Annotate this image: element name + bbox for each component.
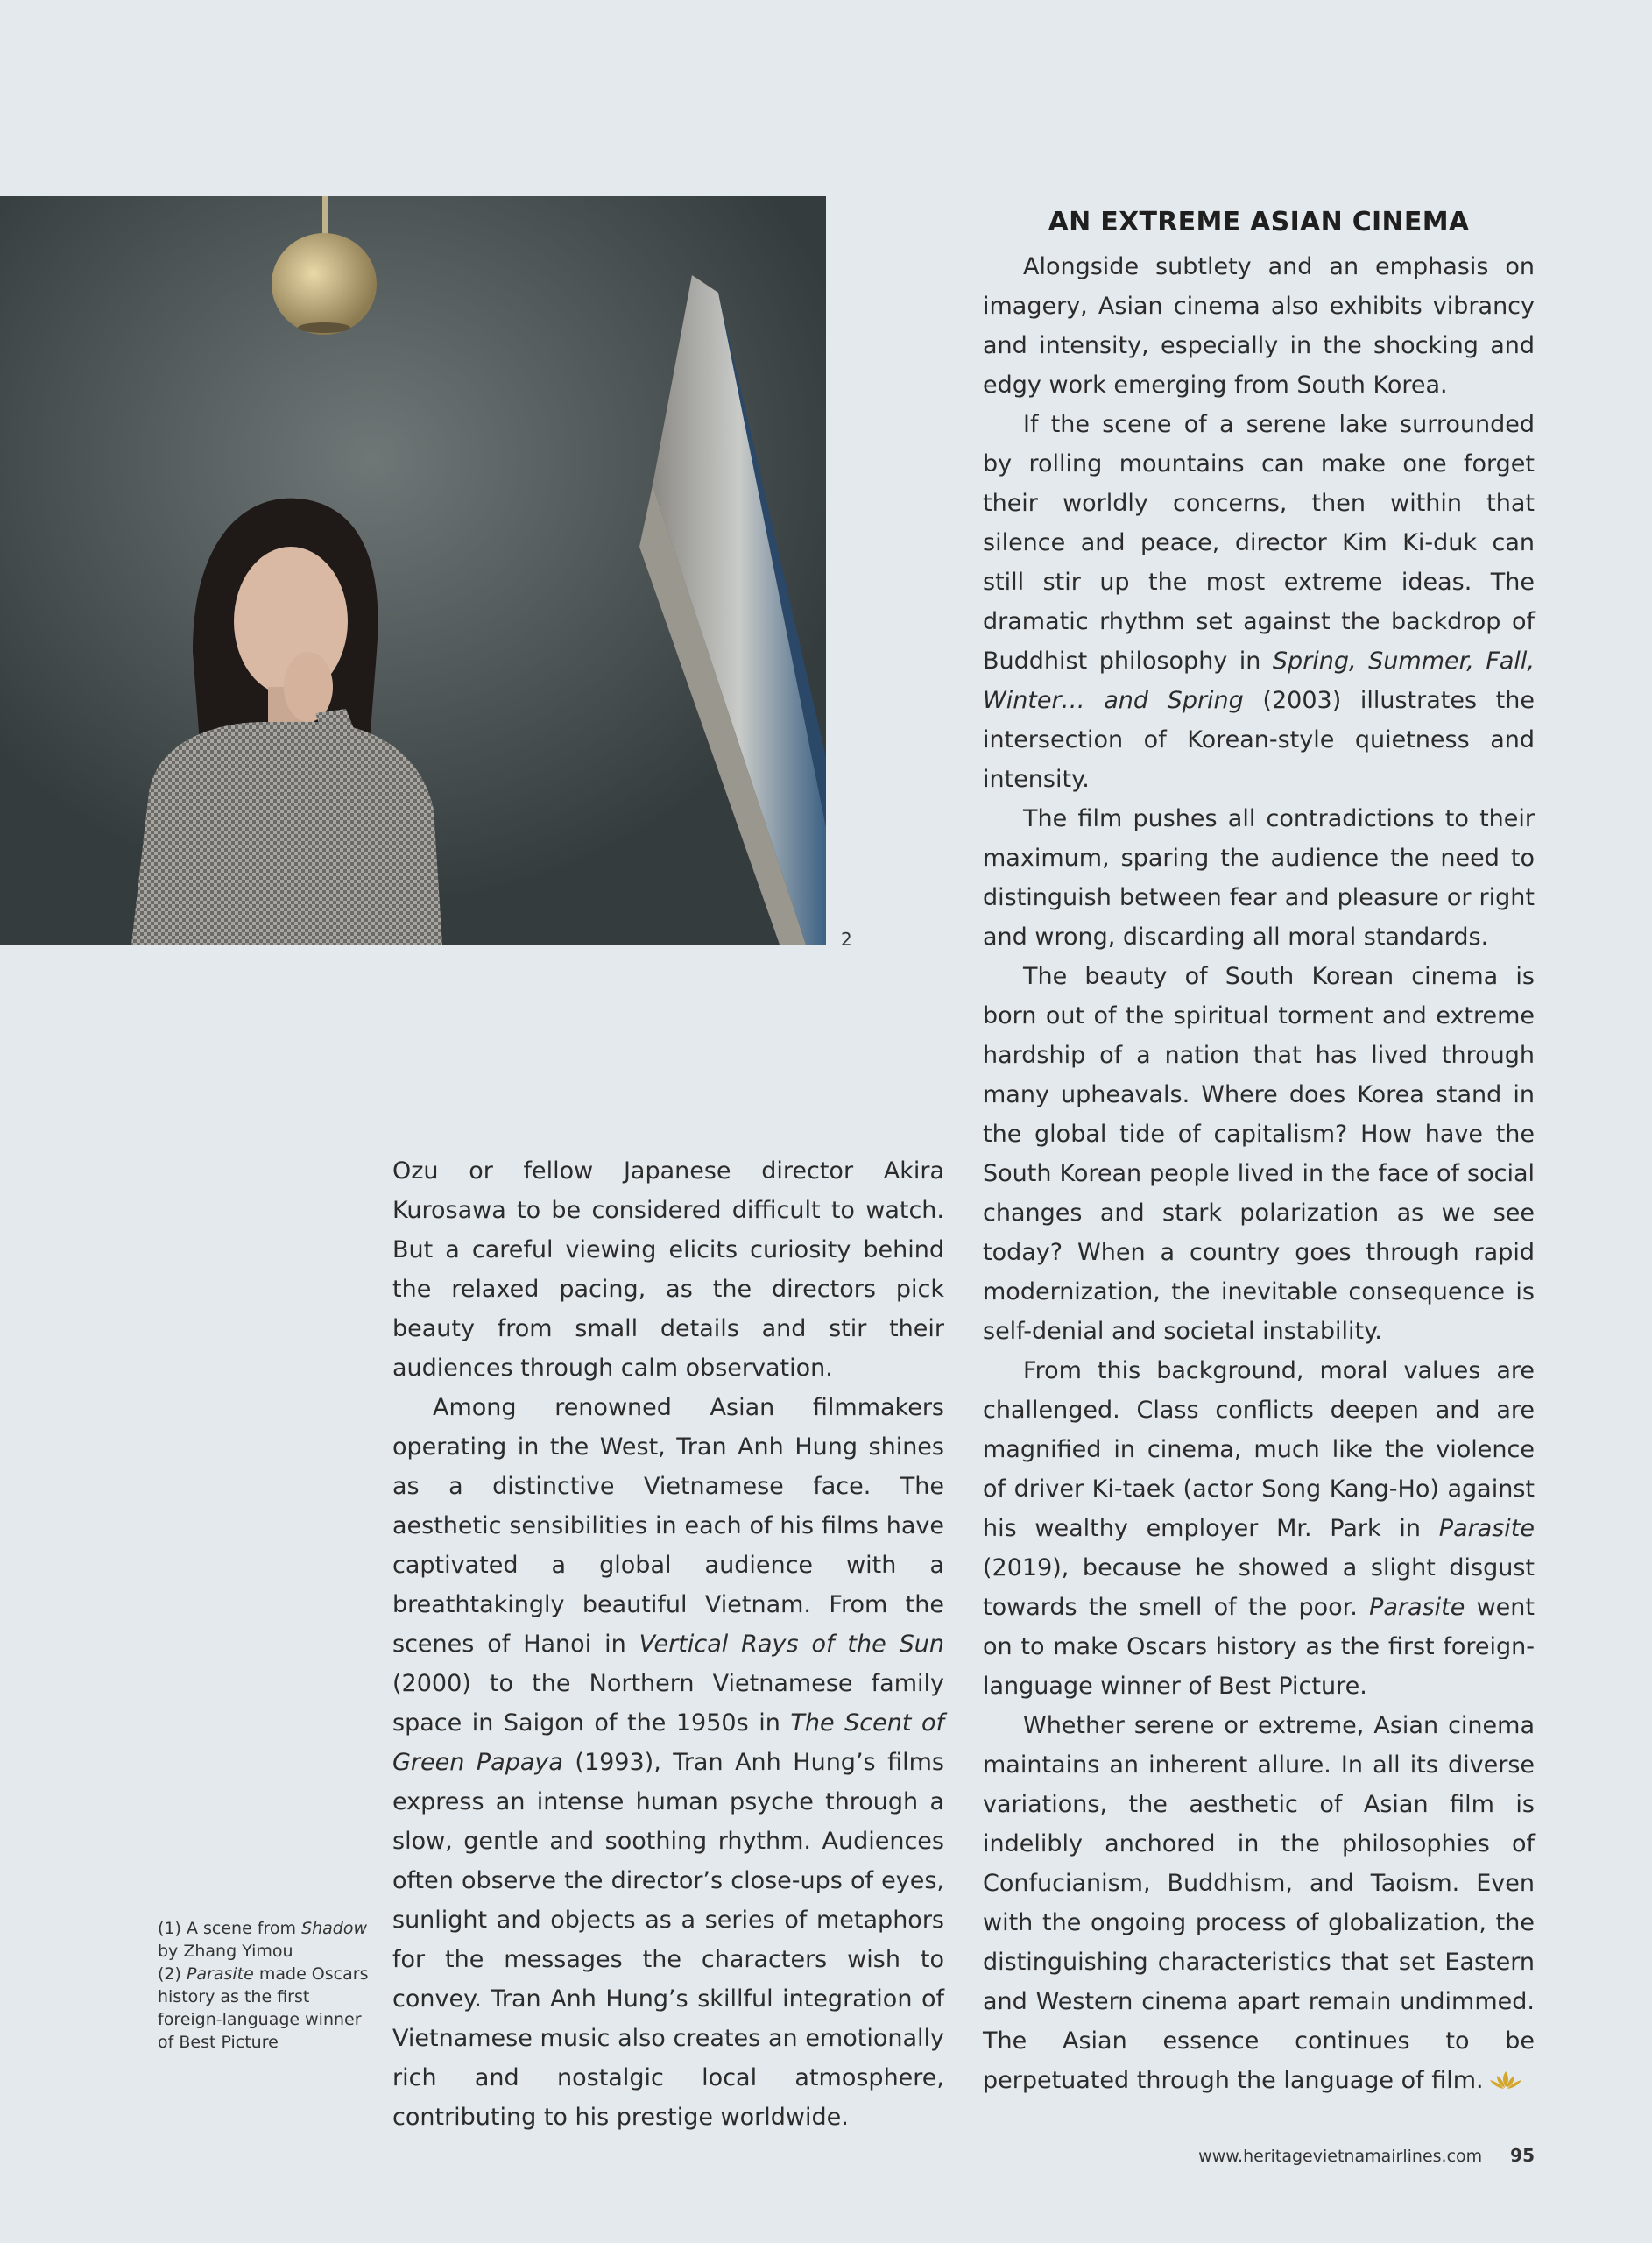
page-number: 95 bbox=[1510, 2145, 1535, 2166]
right-paragraph-6: Whether serene or extreme, Asian cinema maintains an inherent allure. In all its diverse variations, the aesthetic of Asian film is indelibly anchored in the philosophies of Confucianism, Buddhism, and Taoism. Even with the ongoing process of globalization, the distinguishing characteristics that set Eastern and Western cinema apart remain undimmed. The Asian essence continues to be perpetuated through the language of film. bbox=[983, 1712, 1535, 2094]
photo-caption bbox=[158, 1917, 377, 2054]
film-still-photo bbox=[0, 196, 826, 945]
middle-column bbox=[392, 1151, 944, 2137]
photo-number: 2 bbox=[841, 929, 852, 950]
right-column bbox=[983, 247, 1535, 2100]
caption-line-1: (1) A scene from Shadow by Zhang Yimou bbox=[158, 1919, 368, 1961]
middle-paragraph-2: Among renowned Asian filmmakers operating in the West, Tran Anh Hung shines as a distinctive Vietnamese face. The aesthetic sensibilities in each of his films have captivated a global audience with a breathtakingly beautiful Vietnam. From the scenes of Hanoi in Vertical Rays of the Sun (2000) to the Northern Vietnamese family space in Saigon of the 1950s in The Scent of Green Papaya (1993), Tran Anh Hung’s films express an intense human psyche through a slow, gentle and soothing rhythm. Audiences often observe the director’s close-ups of eyes, sunlight and objects as a series of metaphors for the messages the characters wish to convey. Tran Anh Hung’s skillful integration of Vietnamese music also creates an emotionally rich and nostalgic local atmosphere, contributing to his prestige worldwide. bbox=[392, 1394, 944, 2131]
photo-illustration bbox=[0, 196, 826, 945]
right-paragraph-2: If the scene of a serene lake surrounded by rolling mountains can make one forget their worldly concerns, then within that silence and peace, director Kim Ki-duk can still stir up the most extreme ideas. The dramatic rhythm set against the backdrop of Buddhist philosophy in Spring, Summer, Fall, Winter… and Spring (2003) illustrates the intersection of Korean-style quietness and intensity. bbox=[983, 411, 1535, 793]
right-paragraph-3: The film pushes all contradictions to their maximum, sparing the audience the need to distinguish between fear and pleasure or right and wrong, discarding all moral standards. bbox=[983, 805, 1535, 951]
caption-line-2: (2) Parasite made Oscars history as the first foreign-language winner of Best Picture bbox=[158, 1964, 369, 2052]
lotus-icon bbox=[1489, 2070, 1522, 2091]
right-paragraph-4: The beauty of South Korean cinema is born out of the spiritual torment and extreme hardship of a nation that has lived through many upheavals. Where does Korea stand in the global tide of capitalism? How have the South Korean people lived in the face of social changes and stark polarization as we see today? When a country goes through rapid modernization, the inevitable consequence is self-denial and societal instability. bbox=[983, 963, 1535, 1345]
page-footer bbox=[1198, 2145, 1535, 2166]
section-heading: AN EXTREME ASIAN CINEMA bbox=[1048, 207, 1470, 237]
middle-paragraph-1: Ozu or fellow Japanese director Akira Kurosawa to be considered difficult to watch. But a careful viewing elicits curiosity behind the relaxed pacing, as the directors pick beauty from small details and stir their audiences through calm observation. bbox=[392, 1157, 944, 1382]
right-paragraph-1: Alongside subtlety and an emphasis on imagery, Asian cinema also exhibits vibrancy and intensity, especially in the shocking and edgy work emerging from South Korea. bbox=[983, 253, 1535, 399]
right-paragraph-5: From this background, moral values are challenged. Class conflicts deepen and are magnified in cinema, much like the violence of driver Ki-taek (actor Song Kang-Ho) against his wealthy employer Mr. Park in Parasite (2019), because he showed a slight disgust towards the smell of the poor. Parasite went on to make Oscars history as the first foreign-language winner of Best Picture. bbox=[983, 1357, 1535, 1700]
footer-url[interactable]: www.heritagevietnamairlines.com bbox=[1198, 2147, 1483, 2166]
